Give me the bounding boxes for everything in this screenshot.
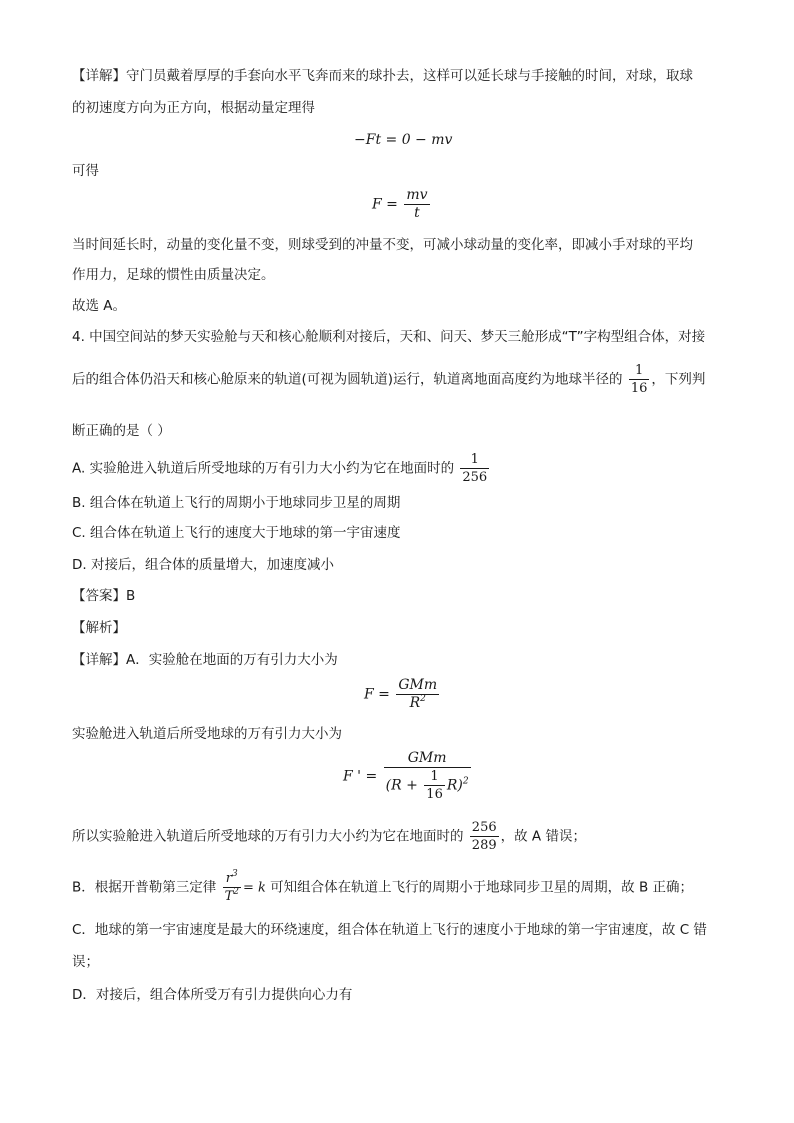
detail-prev-line2: 的初速度方向为正方向，根据动量定理得 xyxy=(72,100,315,116)
option-d-explanation: D．对接后，组合体所受万有引力提供向心力有 xyxy=(72,987,353,1003)
answer-value: B xyxy=(126,588,136,604)
fraction-256-289: $\frac{256}{289}$ xyxy=(471,820,497,853)
fraction-1-16: $\frac{1}{16}$ xyxy=(630,363,648,396)
equation-force: F = $\frac{mv}{t}$ xyxy=(372,187,428,221)
conclusion-a: 故选 A。 xyxy=(72,298,127,314)
orbit-line: 实验舱进入轨道后所受地球的万有引力大小为 xyxy=(72,726,342,742)
option-d: D. 对接后，组合体的质量增大，加速度减小 xyxy=(72,557,334,573)
answer-label: 【答案】 xyxy=(72,588,126,604)
detail-prev-line3: 当时间延长时，动量的变化量不变，则球受到的冲量不变，可减小球动量的变化率，即减小手对球的平均 xyxy=(72,237,693,253)
ratio-line: 所以实验舱进入轨道后所受地球的万有引力大小约为它在地面时的 $\frac{256}{289}$ ，故 A 错误； xyxy=(72,820,586,853)
q4-stem-line3: 断正确的是（ ） xyxy=(72,423,171,439)
fraction-gmm-orbit: GMm (R + $\frac{1}{16}$ R)$^2$ xyxy=(385,750,469,802)
q4-stem-line2: 后的组合体仍沿天和核心舱原来的轨道(可视为圆轨道)运行，轨道离地面高度约为地球半径的 $\frac{1}{16}$ ，下列判 xyxy=(72,363,706,396)
option-c-explanation-line1: C．地球的第一宇宙速度是最大的环绕速度，组合体在轨道上飞行的速度小于地球的第一宇宙速度，故 C 错 xyxy=(72,922,707,938)
fraction-gmm-r2: $\frac{\text{GMm}}{R^2}$ xyxy=(398,677,438,711)
equation-momentum: −Ft = 0 − mv xyxy=(354,132,453,148)
analysis-label: 【解析】 xyxy=(72,620,126,636)
option-b-explanation: B．根据开普勒第三定律 $\frac{r^3}{T^2}$ = k 可知组合体在轨道上飞行的周期小于地球同步卫星的周期，故 B 正确； xyxy=(72,869,694,904)
fraction-1-256: $\frac{1}{256}$ xyxy=(462,452,488,485)
q4-stem-line1: 4. 中国空间站的梦天实验舱与天和核心舱顺利对接后，天和、问天、梦天三舱形成“T”字构型组合体，对接 xyxy=(72,329,706,345)
equation-gravity-ground: F = $\frac{\text{GMm}}{R^2}$ xyxy=(364,677,438,711)
detail-prev-line4: 作用力，足球的惯性由质量决定。 xyxy=(72,267,275,283)
detail-tag: 【详解】 xyxy=(72,68,126,84)
fraction-r3-t2: $\frac{r^3}{T^2}$ xyxy=(224,869,239,904)
equation-gravity-orbit: F ' = GMm (R + $\frac{1}{16}$ R)$^2$ xyxy=(343,750,469,802)
option-b: B. 组合体在轨道上飞行的周期小于地球同步卫星的周期 xyxy=(72,495,401,511)
text-keyi: 可得 xyxy=(72,163,99,179)
fraction-mv-t: $\frac{mv}{t}$ xyxy=(406,187,428,221)
option-c: C. 组合体在轨道上飞行的速度大于地球的第一宇宙速度 xyxy=(72,525,401,541)
answer-line xyxy=(72,586,135,606)
option-c-explanation-line2: 误； xyxy=(72,954,99,970)
detail-a-line: 【详解】A．实验舱在地面的万有引力大小为 xyxy=(72,652,338,668)
fraction-1-16-inner: $\frac{1}{16}$ xyxy=(426,769,443,802)
option-a: A. 实验舱进入轨道后所受地球的万有引力大小约为它在地面时的 $\frac{1}{256}$ xyxy=(72,452,488,485)
detail-prev-line1: 【详解】守门员戴着厚厚的手套向水平飞奔而来的球扑去，这样可以延长球与手接触的时间，对球，取球 xyxy=(72,68,693,84)
detail-tag: 【详解】 xyxy=(72,652,126,668)
